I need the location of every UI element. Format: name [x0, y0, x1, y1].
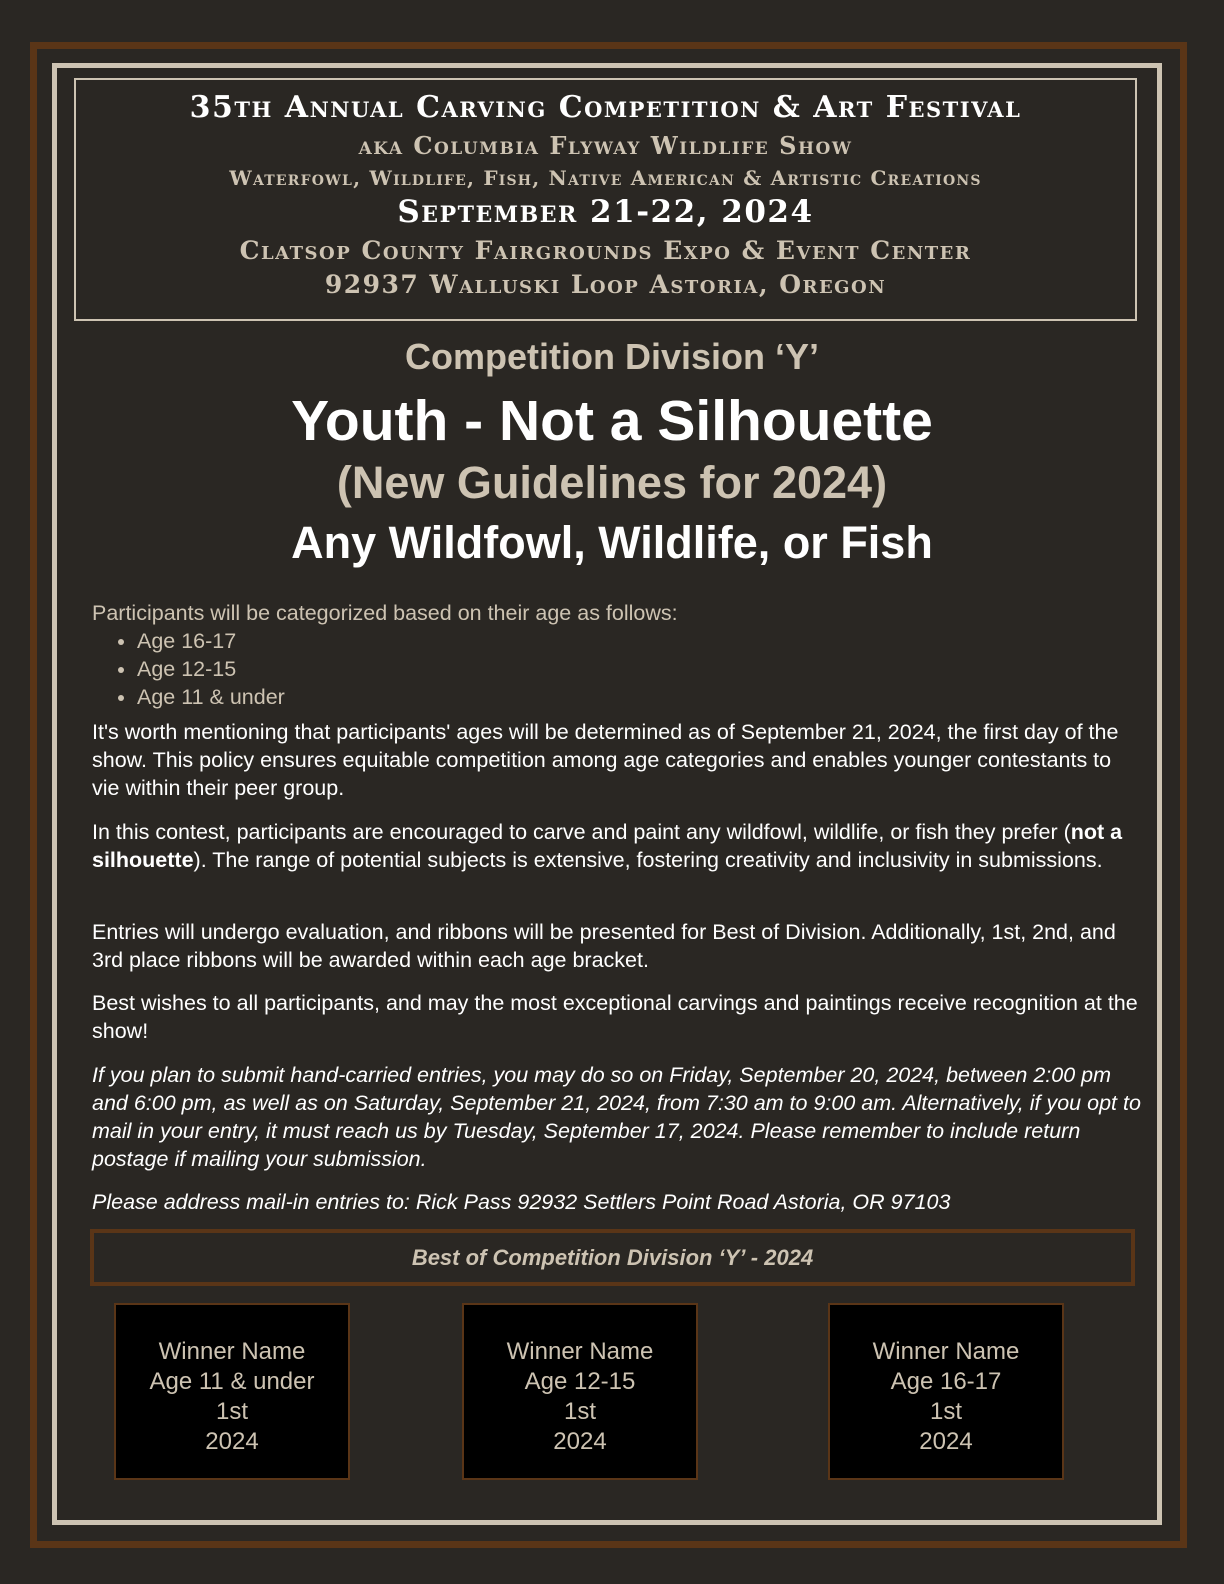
subject-paragraph [92, 818, 1142, 874]
winner-place: 1st [563, 1398, 596, 1425]
winner-place: 1st [215, 1398, 248, 1425]
winner-name: Winner Name [506, 1338, 654, 1365]
winner-card-16-17 [828, 1303, 1064, 1480]
age-group-item: • Age 12-15 [137, 655, 285, 683]
event-categories: Waterfowl, Wildlife, Fish, Native American & Artistic Creations [229, 166, 982, 190]
winner-place: 1st [929, 1398, 962, 1425]
subject-text-before: In this contest, participants are encouraged to carve and paint any wildfowl, wildlife, or fish they prefer ( [92, 820, 1071, 844]
age-group-list [92, 627, 285, 711]
winner-name: Winner Name [872, 1338, 1020, 1365]
not-silhouette-emphasis: not a silhouette [92, 820, 1123, 872]
event-venue: Clatsop County Fairgrounds Expo & Event Center [239, 236, 972, 265]
evaluation-paragraph: Entries will undergo evaluation, and ribbons will be presented for Best of Division. Additionally, 1st, 2nd, and 3rd place ribbons will be awarded within each age bracket. [92, 920, 1116, 972]
best-of-division-banner: Best of Competition Division ‘Y’ - 2024 [90, 1229, 1135, 1286]
division-scope: Any Wildfowl, Wildlife, or Fish [291, 517, 933, 568]
winner-age-group: Age 12-15 [524, 1368, 636, 1395]
event-header-box [74, 78, 1137, 321]
age-group-item: • Age 16-17 [137, 627, 285, 655]
best-wishes-paragraph: Best wishes to all participants, and may the most exceptional carvings and paintings receive recognition at the show! [92, 991, 1138, 1043]
event-dates: September 21-22, 2024 [397, 194, 814, 230]
winner-card-11-under [114, 1303, 350, 1480]
winner-year: 2024 [919, 1428, 973, 1455]
winner-card-12-15 [462, 1303, 698, 1480]
event-title: 35th Annual Carving Competition & Art Festival [189, 90, 1022, 125]
age-group-item: • Age 11 & under [137, 683, 285, 711]
entry-submission-paragraph: If you plan to submit hand-carried entries, you may do so on Friday, September 20, 2024, between 2:00 pm and 6:00 pm, as well as on Saturday, September 21, 2024, from 7:30 am to 9:00 am. Alternatively, if you opt to mail in your entry, it must reach us by Tuesday, September 17, 2024. Please remember to include return postage if mailing your submission. [92, 1063, 1141, 1171]
winner-age-group: Age 16-17 [890, 1368, 1002, 1395]
age-intro-text: Participants will be categorized based on their age as follows: [92, 601, 678, 625]
winner-year: 2024 [553, 1428, 607, 1455]
event-alias: aka Columbia Flyway Wildlife Show [358, 131, 853, 160]
winner-year: 2024 [205, 1428, 259, 1455]
winner-name: Winner Name [158, 1338, 306, 1365]
division-subtitle: (New Guidelines for 2024) [336, 457, 888, 508]
mail-address-paragraph: Please address mail-in entries to: Rick Pass 92932 Settlers Point Road Astoria, OR 97103 [92, 1190, 951, 1214]
division-label: Competition Division ‘Y’ [404, 336, 820, 377]
age-policy-paragraph: It's worth mentioning that participants' ages will be determined as of September 21, 2024, the first day of the show. This policy ensures equitable competition among age categories and enables younger contestants to vie within their peer group. [92, 720, 1119, 800]
event-address: 92937 Walluski Loop Astoria, Oregon [324, 270, 887, 299]
division-title: Youth - Not a Silhouette [291, 389, 933, 453]
subject-text-after: ). The range of potential subjects is extensive, fostering creativity and inclusivity in submissions. [193, 848, 1103, 872]
winner-age-group: Age 11 & under [149, 1368, 315, 1395]
